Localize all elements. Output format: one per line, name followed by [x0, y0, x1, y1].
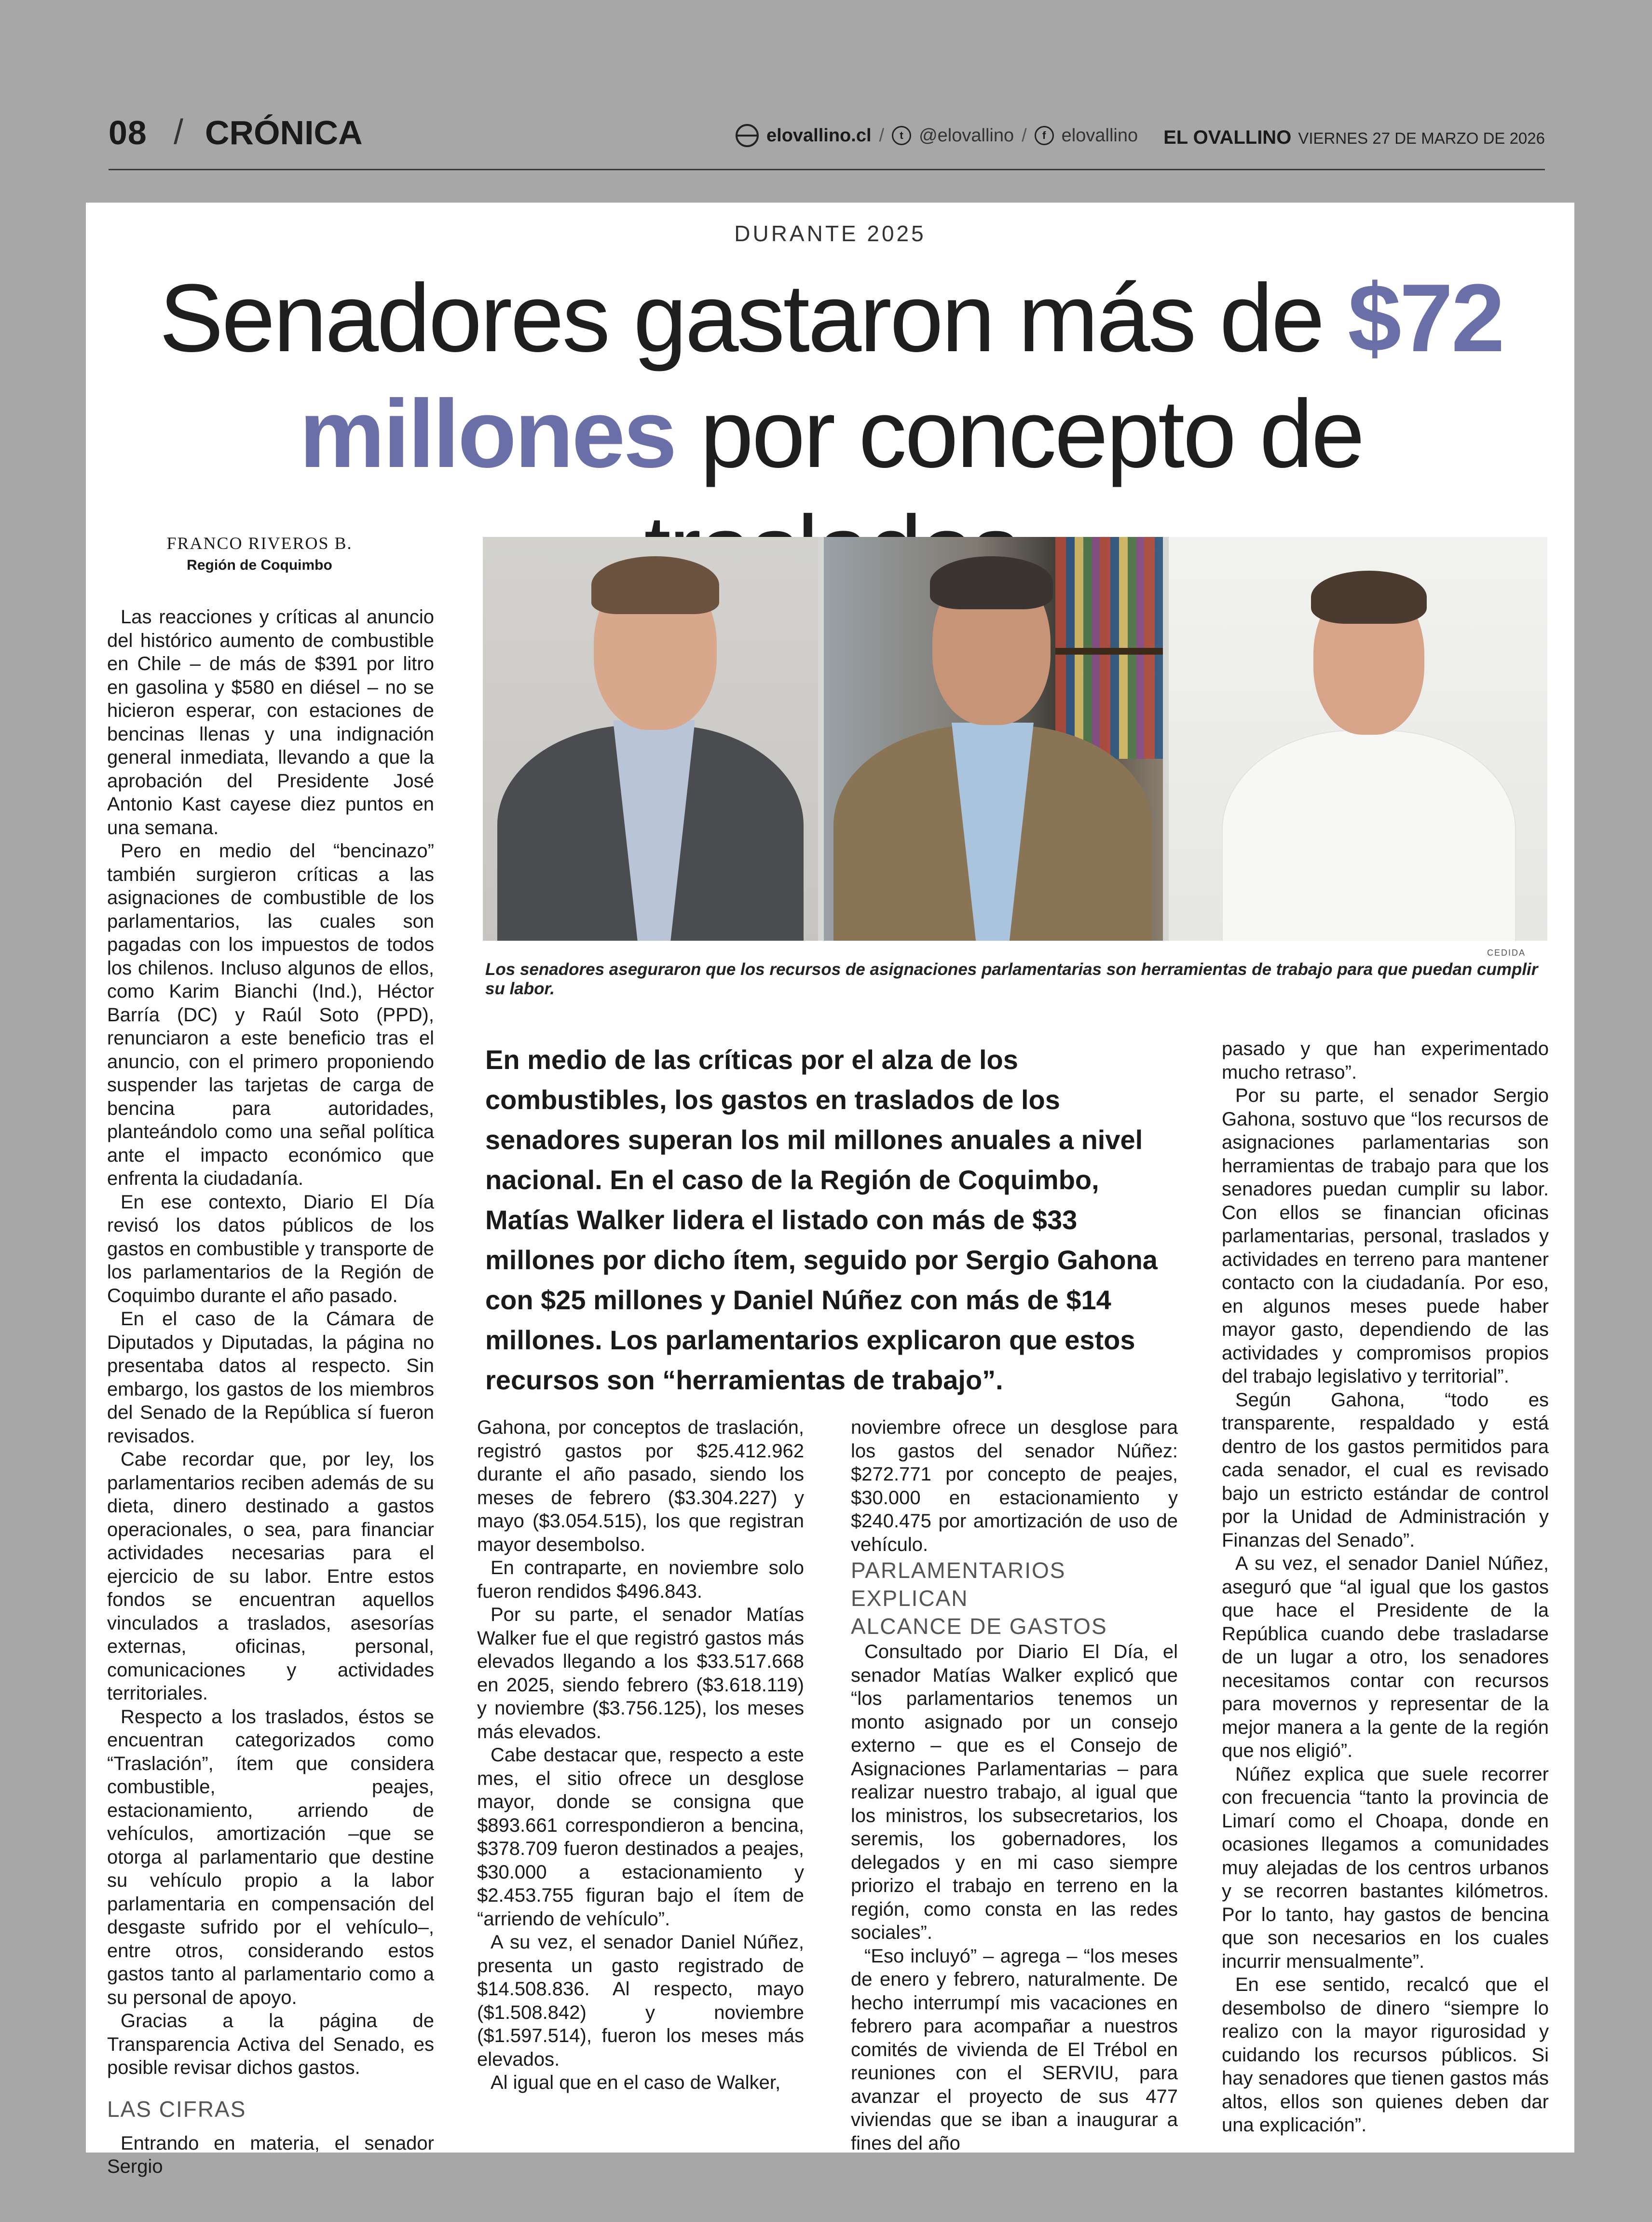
social-separator: / — [879, 125, 885, 146]
social-links — [736, 124, 1138, 147]
www-globe-icon — [736, 124, 759, 147]
body-paragraph: Cabe recordar que, por ley, los parlamentarios reciben además de su dieta, dinero destinado a gastos operacionales, o sea, para financiar actividades necesarias para el ejercicio de su labor. Entre estos fondos se encuentran aquellos vinculados a traslados, asesorías externas, oficinas, personal, comunicaciones y actividades territoriales. — [107, 1449, 434, 1704]
masthead — [1163, 127, 1545, 149]
article-page — [86, 203, 1574, 2177]
subhead-las-cifras: LAS CIFRAS — [107, 2096, 246, 2122]
headline-accent-unit: millones — [299, 380, 675, 488]
headline-part1: Senadores gastaron más de — [159, 264, 1348, 372]
body-column-4 — [1222, 1037, 1549, 2137]
photo-credit: CEDIDA — [1487, 948, 1526, 958]
body-paragraph: A su vez, el senador Daniel Núñez, presenta un gasto registrado de $14.508.836. Al respecto, mayo ($1.508.842) y noviembre ($1.597.514), fueron los meses más elevados. — [477, 1932, 804, 2070]
issue-date: VIERNES 27 DE MARZO DE 2026 — [1298, 129, 1545, 147]
body-paragraph: En el caso de la Cámara de Diputados y Diputadas, la página no presentaba datos al respecto. Sin embargo, los gastos de los miembros del Senado de la República sí fueron revisados. — [107, 1308, 434, 1447]
body-paragraph: Respecto a los traslados, éstos se encuentran categorizados como “Traslación”, ítem que considera combustible, peajes, estacionamiento, arriendo de vehículos, amortización –que se otorga al parlamentario que destine su vehículo propio a la labor parlamentaria en compensación del desgaste sufrido por el vehículo–, entre otros, considerando estos gastos tanto al parlamentario como a su personal de apoyo. — [107, 1706, 434, 2008]
body-paragraph: En ese sentido, recalcó que el desembolso de dinero “siempre lo realizo con la mayor rigurosidad y cuidando los recursos públicos. Si hay senadores que tienen gastos más altos, ellos son quienes deben dar una explicación”. — [1222, 1974, 1549, 2136]
page-header — [109, 109, 1545, 170]
body-paragraph: Por su parte, el senador Sergio Gahona, sostuvo que “los recursos de asignaciones parlamentarias son herramientas de trabajo para que los senadores puedan cumplir su labor. Con ellos se financian oficinas parlamentarias, personal, traslados y actividades en terreno para mantener contacto con la ciudadanía. Por eso, en algunos meses puede haber mayor gasto, dependiendo de las actividades y compromisos propios del trabajo legislativo y territorial”. — [1222, 1085, 1549, 1387]
body-paragraph: Núñez explica que suele recorrer con frecuencia “tanto la provincia de Limarí como el Choapa, donde en ocasiones llegamos a comunidades muy alejadas de los centros urbanos y se recorren bastantes kilómetros. Por lo tanto, hay gastos de bencina que son necesarios en los cuales incurrir mensualmente”. — [1222, 1763, 1549, 1972]
body-column-2 — [477, 1416, 804, 2095]
body-column-1 — [107, 605, 434, 2179]
author-region: Región de Coquimbo — [187, 557, 332, 573]
body-paragraph: “Eso incluyó” – agrega – “los meses de enero y febrero, naturalmente. De hecho interrumpí mis vacaciones en febrero para acompañar a nuestros comités de vivienda de El Trébol en reuniones con el SERVIU, para avanzar el proyecto de sus 477 viviendas que se iban a inaugurar a fines del año — [851, 1945, 1178, 2154]
section-title: CRÓNICA — [205, 114, 363, 151]
body-paragraph: Gracias a la página de Transparencia Activa del Senado, es posible revisar dichos gastos. — [107, 2010, 434, 2078]
headline-accent-amount: $72 — [1348, 264, 1503, 372]
body-paragraph: Consultado por Diario El Día, el senador Matías Walker explicó que “los parlamentarios tenemos un monto asignado por un consejo externo – que es el Consejo de Asignaciones Parlamentarias – para realizar nuestro trabajo, al igual que los ministros, los subsecretarios, los seremis, los gobernadores, los delegados y en mi caso siempre priorizo el trabajo en terreno en la región, como consta en las redes sociales”. — [851, 1641, 1178, 1943]
facebook-icon: f — [1035, 126, 1054, 145]
subhead-parlamentarios-line2: ALCANCE DE GASTOS — [851, 1614, 1107, 1639]
body-paragraph: Según Gahona, “todo es transparente, respaldado y está dentro de los gastos permitidos para cada senador, el cual es revisado bajo un estricto estándar de control por la Unidad de Administración y Finanzas del Senado”. — [1222, 1389, 1549, 1551]
subhead-parlamentarios-line1: PARLAMENTARIOS EXPLICAN — [851, 1558, 1066, 1611]
body-paragraph: Al igual que en el caso de Walker, — [491, 2072, 781, 2093]
photo-senator-left — [483, 537, 818, 941]
body-paragraph: Gahona, por conceptos de traslación, registró gastos por $25.412.962 durante el año pasado, siendo los meses de febrero ($3.304.227) y mayo ($3.054.515), los que registran mayor desembolso. — [477, 1417, 804, 1555]
body-paragraph: Entrando en materia, el senador Sergio — [107, 2132, 434, 2177]
photo-senator-right — [1169, 537, 1547, 941]
body-column-3 — [851, 1416, 1178, 2155]
headline-part2: por concepto de — [700, 380, 1363, 488]
site-link[interactable]: elovallino.cl — [766, 125, 872, 146]
body-paragraph: Cabe destacar que, respecto a este mes, el sitio ofrece un desglose mayor, donde se consigna que $893.661 correspondieron a bencina, $378.709 fueron destinados a peajes, $30.000 a estacionamiento y $2.453.755 figuran bajo el ítem de “arriendo de vehículo”. — [477, 1744, 804, 1930]
twitter-bird-icon: t — [892, 126, 911, 145]
photo-caption: Los senadores aseguraron que los recursos de asignaciones parlamentarias son herramientas de trabajo para que puedan cumplir su labor. — [485, 960, 1538, 998]
body-paragraph: noviembre ofrece un desglose para los gastos del senador Núñez: $272.771 por concepto de peajes, $30.000 en estacionamiento y $240.475 por amortización de uso de vehículo. — [851, 1417, 1178, 1555]
body-paragraph: A su vez, el senador Daniel Núñez, aseguró que “al igual que los gastos que hace el Presidente de la República cuando debe trasladarse de un lugar a otro, los senadores necesitamos contar con recursos para movernos y representar de la mejor manera a la gente de la región que nos eligió”. — [1222, 1553, 1549, 1761]
photo-senator-center — [824, 537, 1163, 941]
body-paragraph: Las reacciones y críticas al anuncio del histórico aumento de combustible en Chile – de más de $391 por litro en gasolina y $580 en diésel – no se hicieron esperar, con estaciones de bencinas llenas y una indignación general inmediata, llevando a que la aprobación del Presidente José Antonio Kast cayese diez puntos en una semana. — [107, 606, 434, 838]
body-paragraph: Por su parte, el senador Matías Walker fue el que registró gastos más elevados llegando a los $33.517.668 en 2025, siendo febrero ($3.618.119) y noviembre ($3.756.125), los meses más elevados. — [477, 1604, 804, 1742]
newspaper-brand: EL OVALLINO — [1163, 127, 1292, 148]
twitter-handle[interactable]: @elovallino — [919, 125, 1014, 146]
body-paragraph: Pero en medio del “bencinazo” también surgieron críticas a las asignaciones de combustible de los parlamentarios, las cuales son pagadas con los impuestos de todos los chilenos. Incluso algunos de ellos, como Karim Bianchi (Ind.), Héctor Barría (DC) y Raúl Soto (PPD), renunciaron a este beneficio tras el anuncio, con el primero proponiendo suspender las tarjetas de carga de bencina para autoridades, planteándolo como una señal política ante el impacto económico que enfrenta la ciudadanía. — [107, 840, 434, 1189]
body-paragraph: En contraparte, en noviembre solo fueron rendidos $496.843. — [477, 1557, 804, 1602]
senators-photo — [483, 537, 1547, 941]
author-name: FRANCO RIVEROS B. — [166, 534, 353, 553]
body-paragraph: pasado y que han experimentado mucho retraso”. — [1222, 1038, 1549, 1083]
byline — [86, 533, 433, 574]
social-separator: / — [1022, 125, 1027, 146]
article-kicker: DURANTE 2025 — [734, 221, 926, 246]
header-separator: / — [174, 113, 184, 151]
body-paragraph: En ese contexto, Diario El Día revisó los datos públicos de los gastos en combustible y transporte de los parlamentarios de la Región de Coquimbo durante el año pasado. — [107, 1191, 434, 1306]
article-lead: En medio de las críticas por el alza de los combustibles, los gastos en traslados de los senadores superan los mil millones anuales a nivel nacional. En el caso de la Región de Coquimbo, Matías Walker lidera el listado con más de $33 millones por dicho ítem, seguido por Sergio Gahona con $25 millones y Daniel Núñez con más de $14 millones. Los parlamentarios explicaron que estos recursos son “herramientas de trabajo”. — [485, 1044, 1158, 1395]
facebook-handle[interactable]: elovallino — [1061, 125, 1138, 146]
page-number: 08 — [109, 114, 147, 151]
